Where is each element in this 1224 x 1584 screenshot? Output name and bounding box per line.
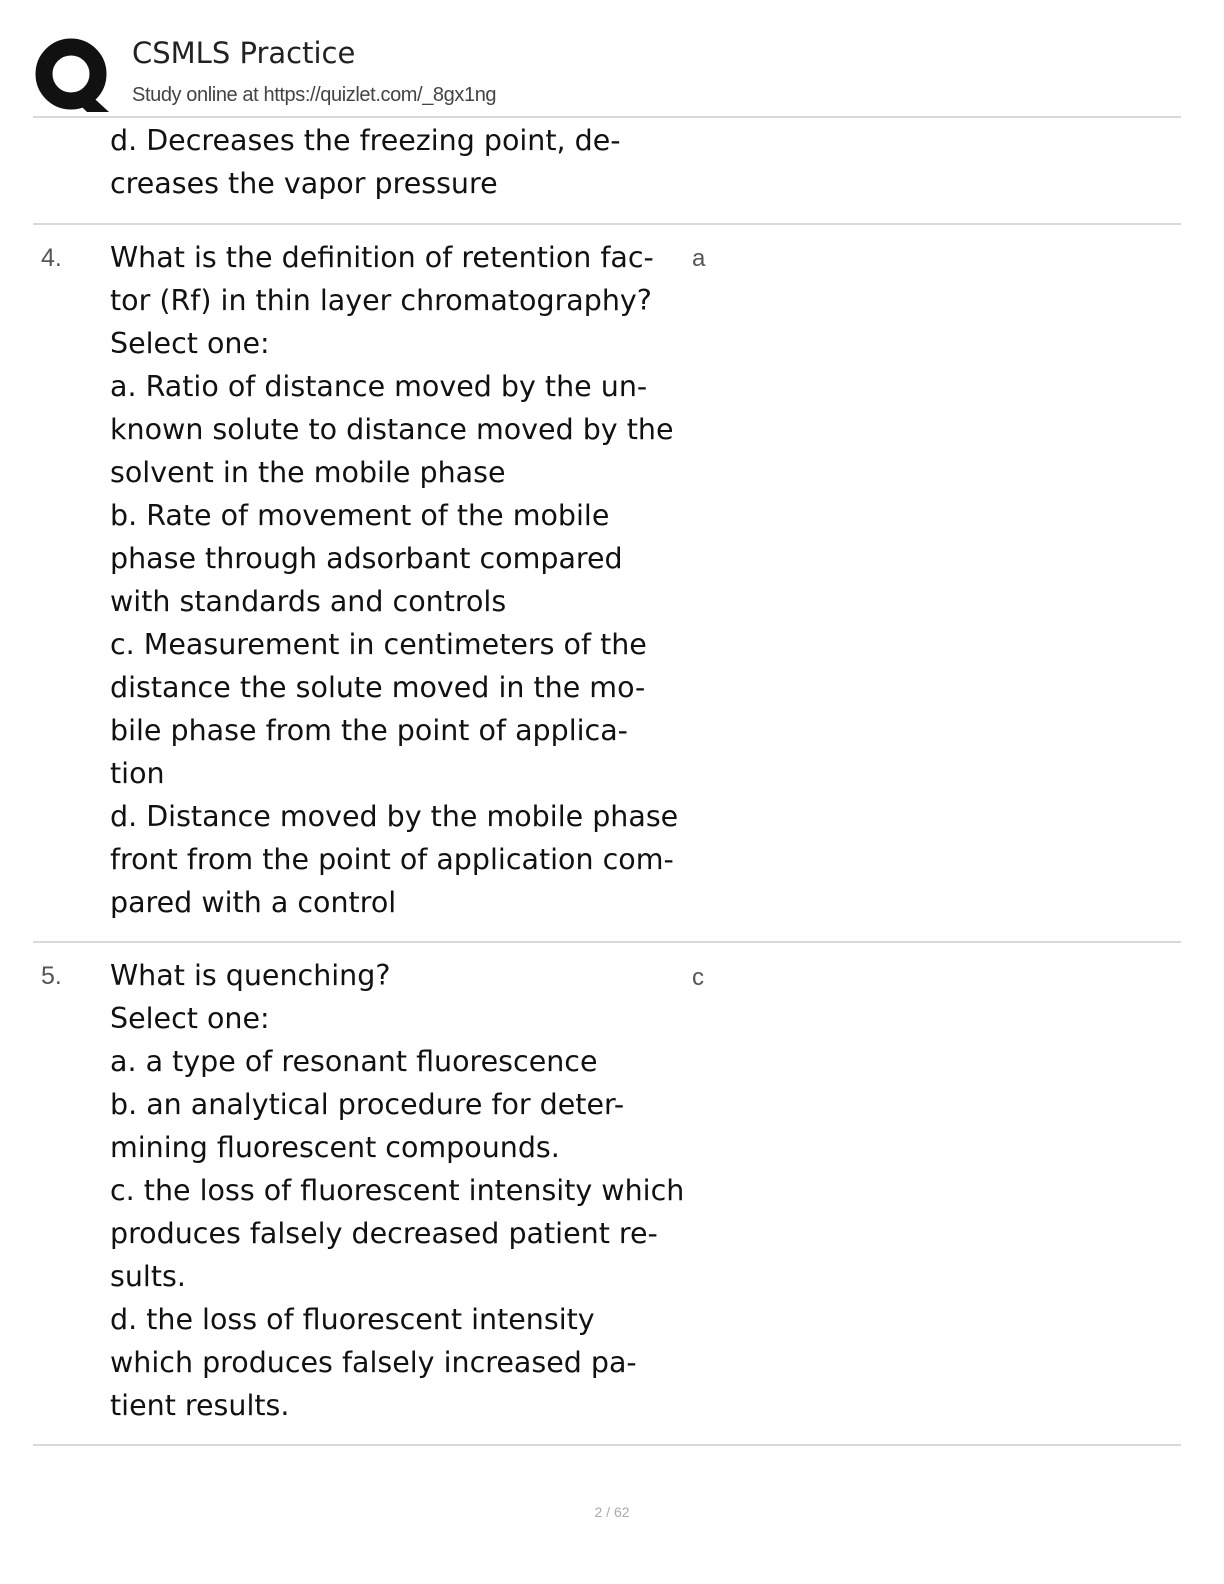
card-text-line: What is quenching? [110, 959, 391, 992]
card-text-line: distance the solute moved in the mo- [110, 671, 646, 704]
card-text-line: b. Rate of movement of the mobile [110, 499, 610, 532]
card-5-number: 5. [41, 962, 62, 990]
card-text-line: tion [110, 757, 165, 790]
card-5-answer: c [692, 964, 704, 991]
card-text-line: d. Distance moved by the mobile phase [110, 800, 679, 833]
card-text-line: b. an analytical procedure for deter- [110, 1088, 625, 1121]
page-number: 2 / 62 [594, 1504, 630, 1520]
card-text-line: tor (Rf) in thin layer chromatography? [110, 284, 652, 317]
card-text-line: pared with a control [110, 886, 397, 919]
card-text-line: known solute to distance moved by the [110, 413, 674, 446]
document-title: CSMLS Practice [132, 36, 356, 70]
card-text-line: with standards and controls [110, 585, 507, 618]
card-text-line: solvent in the mobile phase [110, 456, 506, 489]
card-text-line: produces falsely decreased patient re- [110, 1217, 658, 1250]
card-text-line: mining fluorescent compounds. [110, 1131, 560, 1164]
card-text-line: which produces falsely increased pa- [110, 1346, 637, 1379]
card-text-line: sults. [110, 1260, 186, 1293]
card-divider [33, 223, 1181, 225]
card-text-line: a. a type of resonant fluorescence [110, 1045, 598, 1078]
study-online-link[interactable]: Study online at https://quizlet.com/_8gx1ng [132, 84, 497, 106]
card-text-line: tient results. [110, 1389, 290, 1422]
card-text-line: front from the point of application com- [110, 843, 674, 876]
card-4-question [110, 236, 710, 924]
quizlet-logo-icon [33, 34, 113, 114]
card-text-line: Select one: [110, 1002, 270, 1035]
card-5-question [110, 954, 710, 1427]
card-text-line: phase through adsorbant compared [110, 542, 623, 575]
card-text-line: d. Decreases the freezing point, de- [110, 124, 621, 157]
card-text-line: creases the vapor pressure [110, 167, 498, 200]
card-4-number: 4. [41, 244, 62, 272]
card-text-line: bile phase from the point of applica- [110, 714, 628, 747]
card-4-answer: a [692, 245, 706, 272]
card-divider [33, 1444, 1181, 1446]
header-divider [33, 116, 1181, 118]
card-text-line: a. Ratio of distance moved by the un- [110, 370, 648, 403]
card-text-line: What is the definition of retention fac- [110, 241, 654, 274]
card-3-continuation [110, 119, 710, 205]
card-divider [33, 941, 1181, 943]
card-text-line: d. the loss of fluorescent intensity [110, 1303, 595, 1336]
card-text-line: Select one: [110, 327, 270, 360]
card-text-line: c. Measurement in centimeters of the [110, 628, 647, 661]
card-text-line: c. the loss of fluorescent intensity which [110, 1174, 685, 1207]
